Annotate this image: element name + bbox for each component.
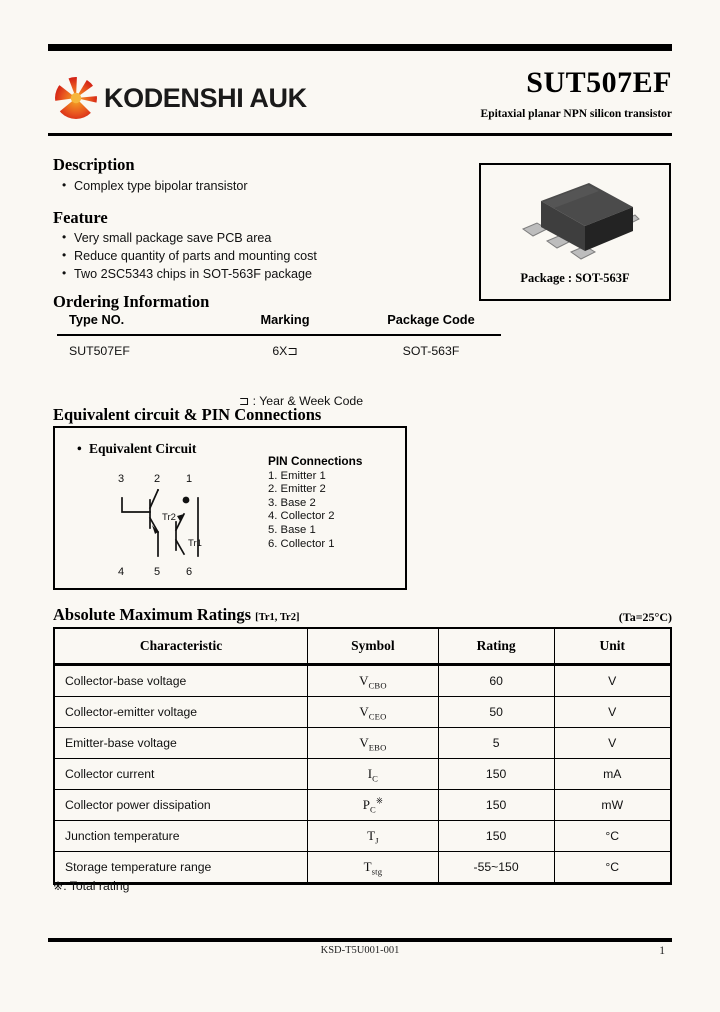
- ordering-note: ⊐ : Year & Week Code: [238, 394, 364, 408]
- ordering-heading: Ordering Information: [53, 292, 210, 311]
- cell-characteristic: Collector-emitter voltage: [54, 697, 308, 728]
- symbol-main: V: [359, 672, 369, 688]
- pin-item: 2. Emitter 2: [268, 483, 326, 496]
- sunburst-logo-icon: [49, 71, 103, 125]
- cell-symbol: [308, 759, 439, 790]
- cell-rating: 60: [438, 665, 554, 697]
- cell-characteristic: Collector power dissipation: [54, 790, 308, 821]
- cell-symbol: [308, 852, 439, 884]
- cell-symbol: [308, 790, 439, 821]
- cell-rating: 50: [438, 697, 554, 728]
- part-subtitle: Epitaxial planar NPN silicon transistor: [480, 108, 672, 120]
- cell-symbol: [308, 665, 439, 697]
- symbol-sub: J: [375, 835, 379, 846]
- pin-item: 4. Collector 2: [268, 510, 335, 523]
- symbol-main: I: [367, 765, 373, 781]
- cell-unit: °C: [554, 852, 671, 884]
- cell-characteristic: Storage temperature range: [54, 852, 308, 884]
- cell-rating: -55~150: [438, 852, 554, 884]
- cell-symbol: [308, 728, 439, 759]
- pin-connections-list: [268, 455, 362, 551]
- pin-item: 3. Base 2: [268, 496, 316, 509]
- cell-characteristic: Junction temperature: [54, 821, 308, 852]
- symbol-sub: C: [372, 773, 379, 784]
- cell-characteristic: Emitter-base voltage: [54, 728, 308, 759]
- symbol-main: T: [367, 827, 376, 843]
- pin-label-4: 4: [118, 566, 125, 578]
- cell-unit: °C: [554, 821, 671, 852]
- sot-563f-package-3d-icon: [481, 171, 669, 267]
- column-header-type-no: Type NO.: [69, 312, 125, 327]
- ratings-heading: [53, 605, 299, 625]
- cell-unit: V: [554, 697, 671, 728]
- table-row: [54, 697, 671, 728]
- column-header-symbol: Symbol: [308, 628, 439, 665]
- symbol-sub: EBO: [368, 742, 387, 753]
- pin-connections-title: PIN Connections: [268, 454, 363, 468]
- symbol-main: T: [363, 858, 372, 874]
- cell-type-no: SUT507EF: [69, 344, 130, 358]
- pin-item: 5. Base 1: [268, 523, 316, 536]
- symbol-sub: C: [369, 804, 376, 815]
- table-row: [54, 665, 671, 697]
- pin-item: 1. Emitter 1: [268, 469, 326, 482]
- table-row: [54, 759, 671, 790]
- column-header-unit: Unit: [554, 628, 671, 665]
- feature-heading: Feature: [53, 208, 108, 227]
- cell-rating: 150: [438, 790, 554, 821]
- cell-characteristic: Collector-base voltage: [54, 665, 308, 697]
- equivalent-circuit-label: • Equivalent Circuit: [89, 441, 196, 457]
- list-item: • Reduce quantity of parts and mounting cost: [60, 247, 317, 265]
- absolute-maximum-ratings-table: [53, 627, 672, 885]
- table-header-row: [54, 628, 671, 665]
- cell-package-code: SOT-563F: [402, 344, 460, 358]
- ordering-table: [57, 312, 501, 332]
- equivalent-circuit-heading: Equivalent circuit & PIN Connections: [53, 405, 322, 424]
- pin-label-5: 5: [154, 566, 161, 578]
- junction-dot: [183, 497, 190, 504]
- cell-rating: 5: [438, 728, 554, 759]
- symbol-sub: stg: [371, 866, 383, 877]
- table-row: [54, 821, 671, 852]
- symbol-sub: CBO: [368, 680, 387, 691]
- cell-characteristic: Collector current: [54, 759, 308, 790]
- transistor-label-tr2: Tr2: [162, 512, 176, 523]
- ratings-heading-sub: [Tr1, Tr2]: [255, 612, 300, 623]
- ratings-heading-text: Absolute Maximum Ratings: [53, 605, 252, 624]
- ordering-body: [57, 336, 501, 408]
- table-row: [54, 790, 671, 821]
- ratings-table-body: [54, 665, 671, 884]
- page-title: SUT507EF: [526, 66, 672, 99]
- equivalent-circuit-box: [53, 426, 407, 590]
- symbol-main: P: [362, 796, 370, 812]
- package-illustration-box: [479, 163, 671, 301]
- symbol-main: V: [359, 734, 369, 750]
- ratings-footnote: ※: Total rating: [53, 879, 130, 893]
- column-header-characteristic: Characteristic: [54, 628, 308, 665]
- feature-list: [60, 229, 317, 283]
- cell-marking: 6X⊐: [272, 344, 298, 358]
- list-item: • Two 2SC5343 chips in SOT-563F package: [60, 265, 317, 283]
- pin-item: 6. Collector 1: [268, 537, 335, 550]
- symbol-main: V: [359, 703, 369, 719]
- table-row: [54, 852, 671, 884]
- cell-symbol: [308, 821, 439, 852]
- pin-label-6: 6: [186, 566, 193, 578]
- description-heading: Description: [53, 155, 135, 174]
- pin-label-3: 3: [118, 473, 125, 485]
- header-top-rule: [48, 44, 672, 51]
- document-code: KSD-T5U001-001: [320, 945, 400, 956]
- table-row: [54, 728, 671, 759]
- transistor-label-tr1: Tr1: [188, 538, 202, 549]
- list-item: • Complex type bipolar transistor: [60, 177, 248, 195]
- symbol-sup: ※: [375, 795, 384, 806]
- description-list: [60, 177, 248, 195]
- pin-label-1: 1: [186, 473, 193, 485]
- cell-unit: mA: [554, 759, 671, 790]
- header-bottom-rule: [48, 133, 672, 136]
- pin-label-2: 2: [154, 473, 161, 485]
- page-number: 1: [659, 945, 665, 957]
- company-logo: [49, 71, 307, 125]
- cell-unit: V: [554, 665, 671, 697]
- ratings-condition: (Ta=25°C): [618, 610, 672, 624]
- cell-rating: 150: [438, 759, 554, 790]
- table-header-row: [57, 312, 501, 332]
- column-header-marking: Marking: [260, 312, 310, 327]
- cell-unit: V: [554, 728, 671, 759]
- package-caption: Package : SOT-563F: [520, 271, 630, 285]
- symbol-sub: CEO: [368, 711, 387, 722]
- column-header-rating: Rating: [438, 628, 554, 665]
- list-item: • Very small package save PCB area: [60, 229, 317, 247]
- company-name: KODENSHI AUK: [104, 82, 307, 113]
- cell-symbol: [308, 697, 439, 728]
- circuit-schematic: [110, 470, 240, 580]
- column-header-package-code: Package Code: [387, 312, 475, 327]
- table-row: [57, 336, 501, 358]
- cell-unit: mW: [554, 790, 671, 821]
- footer-rule: [48, 938, 672, 942]
- cell-rating: 150: [438, 821, 554, 852]
